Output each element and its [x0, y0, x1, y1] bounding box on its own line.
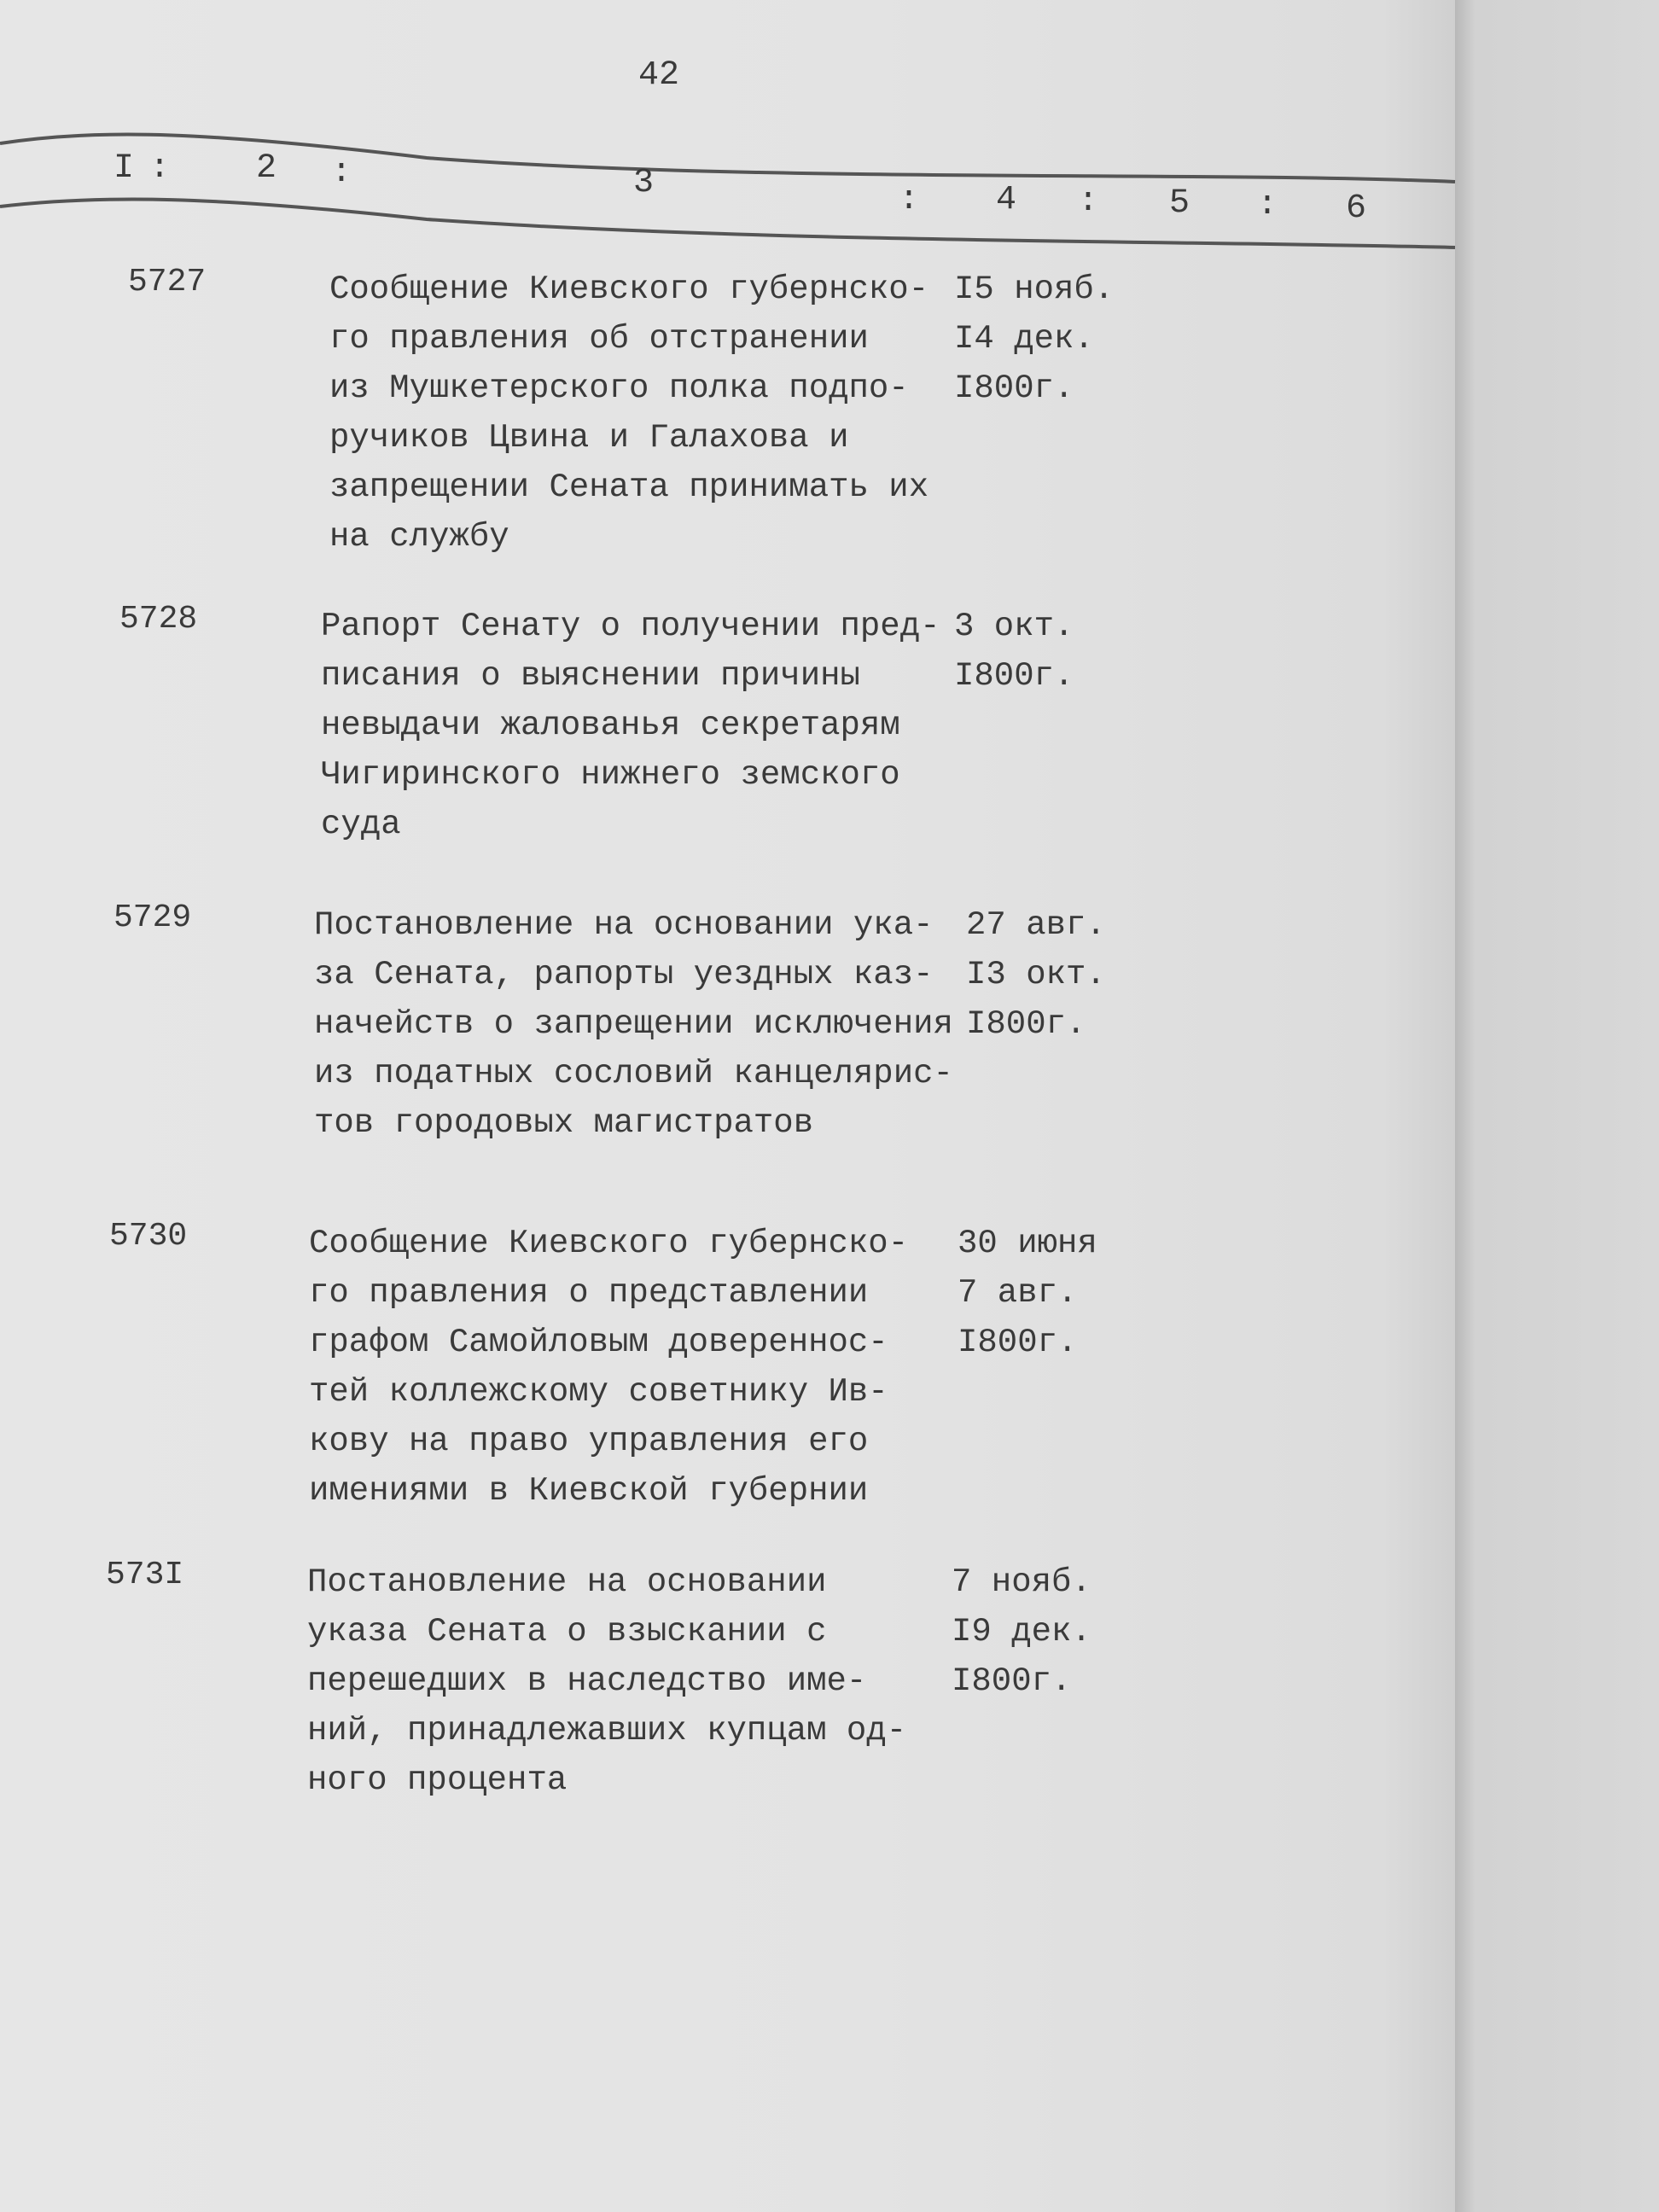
entry-description-line: указа Сената о взыскании с — [307, 1613, 827, 1650]
entry-date: 7 авг. — [958, 1274, 1078, 1312]
entry-description-line: за Сената, рапорты уездных каз- — [314, 956, 934, 993]
entry-description-line: ного процента — [307, 1761, 568, 1799]
entry-date: I800г. — [952, 1662, 1072, 1700]
entry-description-line: невыдачи жалованья секретарям — [321, 707, 900, 744]
entry-description-line: начейств о запрещении исключения — [314, 1005, 953, 1043]
header-sep: : — [331, 154, 352, 192]
entry-description-line: графом Самойловым доверенноc- — [309, 1324, 888, 1361]
entry-description-line: го правления о представлении — [309, 1274, 869, 1312]
entry-date: 7 нояб. — [952, 1563, 1091, 1601]
entry-date: I4 дек. — [954, 320, 1094, 358]
page-number: 42 — [638, 56, 680, 95]
header-col-4: 4 — [996, 181, 1017, 219]
entry-description-line: суда — [321, 806, 401, 843]
header-bottom-rule — [0, 199, 1455, 247]
entry-description-line: из податных сословий канцелярис- — [314, 1055, 953, 1092]
entry-description-line: Постановление на основании — [307, 1563, 827, 1601]
header-col-2: 2 — [256, 149, 277, 188]
entry-date: 30 июня — [958, 1225, 1097, 1262]
header-col-5: 5 — [1169, 184, 1190, 223]
header-sep: : — [1257, 186, 1278, 224]
header-top-rule — [0, 135, 1455, 182]
entry-date: I800г. — [954, 657, 1074, 695]
entry-description-line: ручиков Цвина и Галахова и — [329, 419, 849, 457]
entry-description-line: тей коллежскому советнику Ив- — [309, 1373, 888, 1411]
entry-number: 573I — [106, 1557, 184, 1593]
header-col-3: 3 — [633, 164, 655, 202]
entry-description-line: Постановление на основании ука- — [314, 906, 934, 944]
header-col-1: I — [114, 149, 135, 188]
entry-description-line: кову на право управления его — [309, 1423, 869, 1460]
entry-date: I9 дек. — [952, 1613, 1091, 1650]
entry-date: 27 авг. — [966, 906, 1106, 944]
entry-description-line: из Мушкетерского полка подпо- — [329, 370, 909, 407]
entry-description-line: Чигиринского нижнего земского — [321, 756, 900, 794]
entry-date: I3 окт. — [966, 956, 1106, 993]
entry-description-line: запрещении Сената принимать их — [329, 469, 929, 506]
entry-date: I800г. — [966, 1005, 1086, 1043]
entry-number: 5727 — [128, 264, 207, 300]
entry-number: 5730 — [109, 1218, 188, 1254]
entry-description-line: писания о выяснении причины — [321, 657, 860, 695]
entry-number: 5728 — [119, 601, 198, 637]
entry-date: I5 нояб. — [954, 271, 1115, 308]
entry-description-line: Рапорт Сенату о получении пред- — [321, 608, 940, 645]
entry-date: I800г. — [958, 1324, 1078, 1361]
header-sep: : — [149, 149, 171, 188]
entry-date: 3 окт. — [954, 608, 1074, 645]
entry-description-line: Сообщение Киевского губернско- — [329, 271, 929, 308]
entry-date: I800г. — [954, 370, 1074, 407]
entry-description-line: на службу — [329, 518, 509, 556]
header-sep: : — [899, 181, 920, 219]
entry-description-line: перешедших в наследство име- — [307, 1662, 867, 1700]
entry-description-line: имениями в Киевской губернии — [309, 1472, 869, 1510]
entry-description-line: тов городовых магистратов — [314, 1104, 814, 1142]
entry-description-line: Сообщение Киевского губернско- — [309, 1225, 909, 1262]
header-sep: : — [1078, 183, 1099, 221]
entry-description-line: го правления об отстранении — [329, 320, 869, 358]
entry-number: 5729 — [114, 899, 192, 936]
header-col-6: 6 — [1346, 189, 1367, 228]
entry-description-line: ний, принадлежавших купцам од- — [307, 1712, 907, 1749]
